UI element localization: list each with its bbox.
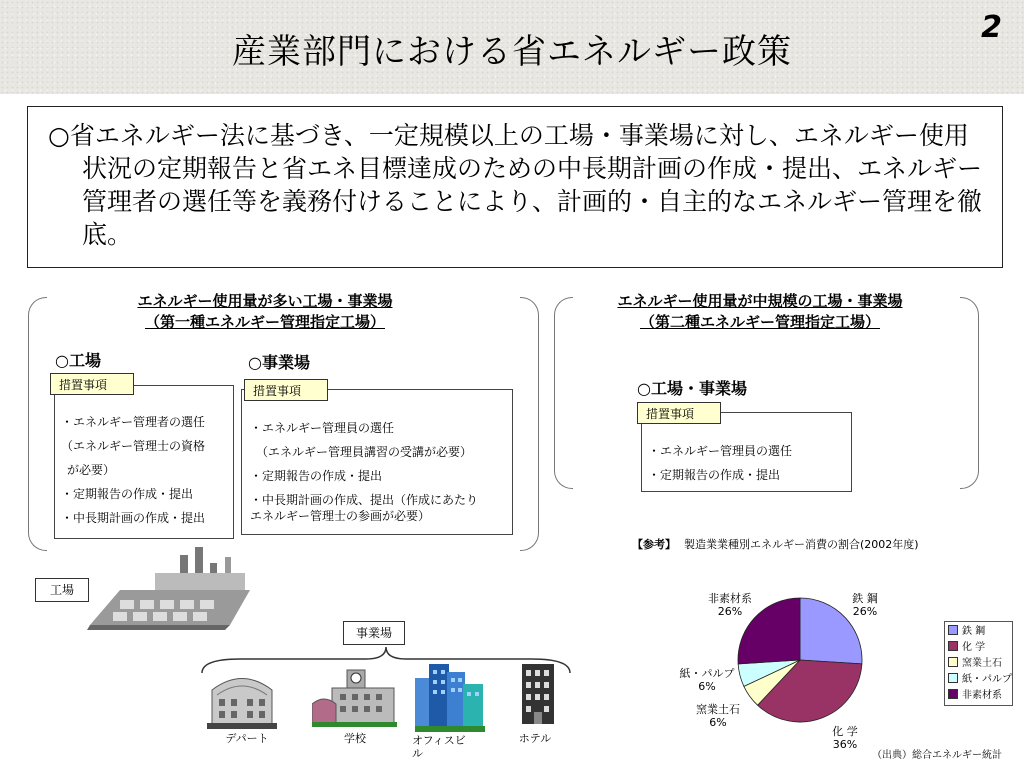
factory-illustration [85,545,255,630]
caption-hotel: ホテル [518,732,552,745]
legend-text-ceramics: 窯業土石 [962,658,1002,669]
legend-swatch-steel [948,625,958,635]
legend-item-pulp [948,672,1012,688]
business-item-2: （エネルギー管理員講習の受講が必要） [256,445,473,459]
legend-swatch-nonmaterial [948,689,958,699]
medium-heading [560,291,960,333]
large-heading [60,291,470,333]
left-bracket-close [520,297,539,551]
legend-item-ceramics [948,656,1012,672]
legend-text-chemical: 化 学 [962,642,986,653]
factory-item-4: ・定期報告の作成・提出 [61,487,194,501]
legend-swatch-ceramics [948,657,958,667]
chart-legend [944,621,1013,706]
business-measures-tag: 措置事項 [244,379,328,401]
right-bracket-close [960,297,979,489]
slice-label-nonmaterial-name: 非素材系 [708,592,752,605]
legend-swatch-chemical [948,641,958,651]
department-store-illustration [207,665,277,730]
chart-heading [632,536,919,552]
chart-title: 製造業業種別エネルギー消費の割合(2002年度) [684,538,919,551]
legend-text-pulp: 紙・パルプ [962,674,1012,685]
caption-school: 学校 [344,732,366,745]
factory-measures-panel [54,385,234,539]
large-heading-line2: （第一種エネルギー管理指定工場） [144,313,385,331]
intro-text: ○省エネルギー法に基づき、一定規模以上の工場・事業場に対し、エネルギー使用状況の定期報告と省エネ目標達成のための中長期計画の作成・提出、エネルギー管理者の選任等を義務付けることにより、計画的・自主的なエネルギー管理を徹底。 [48,121,983,249]
factory-label: 工場 [35,578,89,602]
factory-item-5: ・中長期計画の作成・提出 [61,511,206,525]
medium-item-2: ・定期報告の作成・提出 [648,468,781,482]
slide-title: 産業部門における省エネルギー政策 [232,32,792,72]
left-bracket-open [28,297,47,551]
factory-item-2: （エネルギー管理士の資格 [61,439,206,453]
factory-section-title: ○工場 [55,351,101,370]
legend-item-chemical [948,640,1012,656]
legend-swatch-pulp [948,673,958,683]
legend-item-steel [948,624,1012,640]
legend-text-steel: 鉄 鋼 [962,626,986,637]
chart-ref-label: 【参考】 [632,538,676,551]
medium-section-title: ○工場・事業場 [637,379,747,398]
caption-office-building: オフィスビル [412,734,466,760]
office-building-illustration [415,664,485,732]
business-item-4: ・中長期計画の作成、提出（作成にあたり [250,493,479,507]
medium-heading-line1: エネルギー使用量が中規模の工場・事業場 [617,292,903,310]
caption-department-store: デパート [225,732,269,745]
hotel-illustration [518,664,558,724]
factory-measures-tag: 措置事項 [50,373,134,395]
intro-box [27,106,1003,268]
factory-item-1: ・エネルギー管理者の選任 [61,415,206,429]
medium-measures-tag: 措置事項 [637,402,721,424]
business-label: 事業場 [343,621,405,645]
slice-label-steel-name: 鉄 鋼 [852,592,878,605]
slice-label-nonmaterial-value: 26% [717,605,743,618]
slice-label-steel [840,592,890,618]
business-item-3: ・定期報告の作成・提出 [250,469,383,483]
slice-label-ceramics-name: 窯業土石 [696,703,740,716]
legend-item-nonmaterial [948,688,1012,704]
slice-label-steel-value: 26% [852,605,878,618]
slice-label-chemical [820,725,870,751]
page-number: 2 [981,10,1002,45]
large-heading-line1: エネルギー使用量が多い工場・事業場 [137,292,393,310]
school-illustration [312,666,397,728]
medium-heading-line2: （第二種エネルギー管理指定工場） [639,313,880,331]
slice-label-ceramics [690,703,746,729]
slice-label-nonmaterial [700,592,760,618]
business-measures-panel [241,389,513,535]
business-item-1: ・エネルギー管理員の選任 [250,421,395,435]
medium-item-1: ・エネルギー管理員の選任 [648,444,793,458]
business-section-title: ○事業場 [248,353,310,372]
business-item-5: エネルギー管理士の参画が必要） [250,509,431,523]
slice-label-pulp-value: 6% [698,680,716,693]
slice-label-pulp [678,667,736,693]
slice-label-chemical-name: 化 学 [832,725,858,738]
legend-text-nonmaterial: 非素材系 [962,690,1002,701]
factory-item-3: が必要） [67,463,116,477]
slice-label-chemical-value: 36% [832,738,858,751]
slice-label-pulp-name: 紙・パルプ [679,667,735,680]
slice-label-ceramics-value: 6% [709,716,727,729]
chart-source: （出典）総合エネルギー統計 [872,750,1002,761]
